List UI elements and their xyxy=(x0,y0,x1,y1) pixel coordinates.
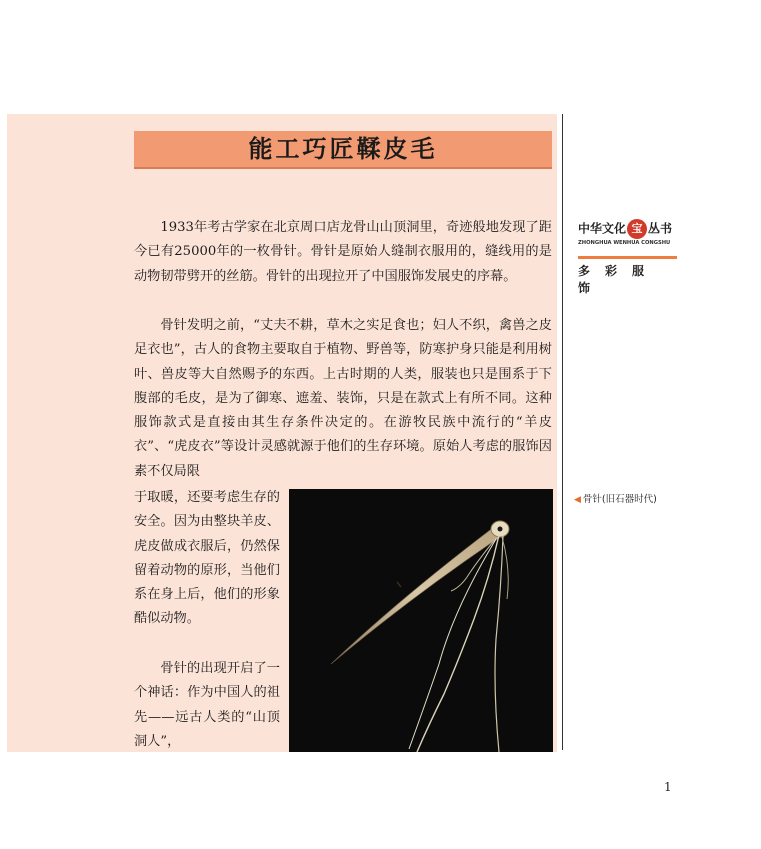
bone-needle-illustration xyxy=(289,489,553,752)
volume-title: 多彩服饰 xyxy=(578,264,660,295)
caption-arrow-icon: ◀ xyxy=(574,495,581,505)
paragraph-2: 骨针发明之前，“丈夫不耕，草木之实足食也；妇人不织，禽兽之皮足衣也”，古人的食物主要取自于植物、野兽等，防寒护身只能是利用树叶、兽皮等大自然赐予的东西。上古时期的人类，服装也只是围系于下腹部的毛皮，是为了御寒、遮羞、装饰，只是在款式上有所不同。这种服饰款式是直接由其生存条件决定的。在游牧民族中流行的“羊皮衣”、“虎皮衣”等设计灵感就源于他们的生存环境。原始人考虑的服饰因素不仅局限 xyxy=(134,318,552,479)
article-title: 能工巧匠鞣皮毛 xyxy=(248,134,438,163)
accent-rule xyxy=(578,256,677,259)
photo-caption xyxy=(574,491,657,505)
seal-icon: 宝 xyxy=(627,219,647,239)
page-number: 1 xyxy=(664,780,672,794)
series-logo xyxy=(578,219,678,246)
title-bar xyxy=(134,131,552,169)
paragraph-3: 于取暖，还要考虑生存的安全。因为由整块羊皮、虎皮做成衣服后，仍然保留着动物的原形，当他们系在身上后，他们的形象酷似动物。 xyxy=(134,490,280,627)
bone-needle-photo xyxy=(289,489,553,752)
caption-text: 骨针(旧石器时代) xyxy=(582,494,657,505)
column-divider xyxy=(562,114,563,750)
paragraph-1: 1933年考古学家在北京周口店龙骨山山顶洞里，奇迹般地发现了距今已有25000年的一枚骨针。骨针是原始人缝制衣服用的，缝线用的是动物韧带劈开的丝筋。骨针的出现拉开了中国服饰发展史的序幕。 xyxy=(134,220,552,284)
series-name-cn xyxy=(578,219,678,239)
series-name-part2: 丛书 xyxy=(648,221,673,236)
paragraph-4: 骨针的出现开启了一个神话：作为中国人的祖先——远古人类的“山顶洞人”， xyxy=(134,661,280,749)
series-name-en: ZHONGHUA WENHUA CONGSHU xyxy=(578,240,671,246)
series-name-part1: 中华文化 xyxy=(578,221,627,236)
